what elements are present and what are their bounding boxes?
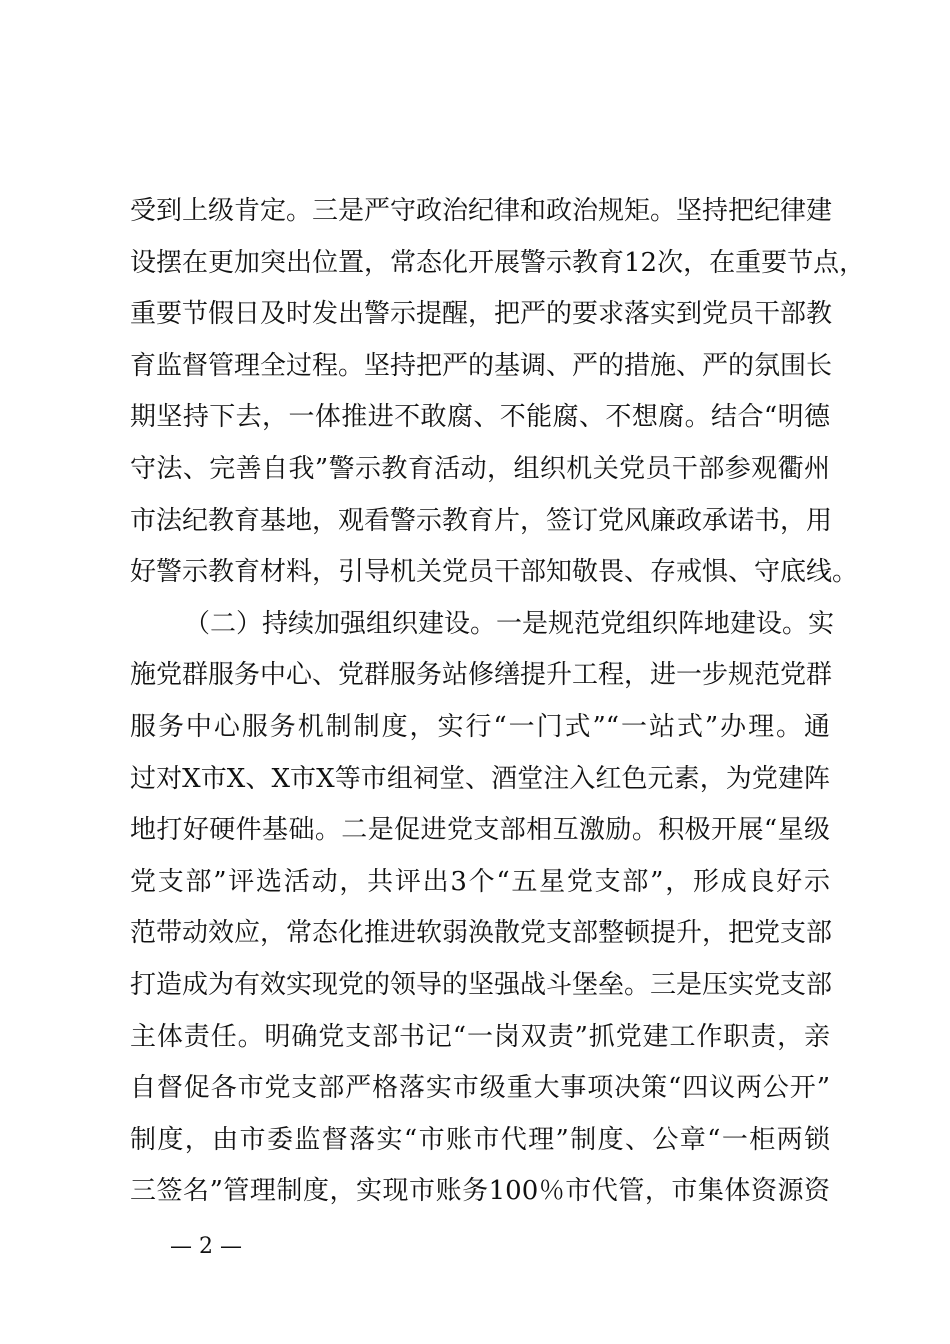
text-line-13: 地打好硬件基础。二是促进党支部相互激励。积极开展“星级 [130, 815, 830, 846]
page-number: — 2 — [170, 1234, 242, 1259]
text-line-15: 范带动效应，常态化推进软弱涣散党支部整顿提升，把党支部 [130, 918, 833, 949]
text-line-8: 好警示教育材料，引导机关党员干部知敬畏、存戒惧、守底线。 [130, 557, 859, 588]
text-line-2: 设摆在更加突出位置，常态化开展警示教育12次，在重要节点， [130, 247, 866, 278]
text-line-16: 打造成为有效实现党的领导的坚强战斗堡垒。三是压实党支部 [130, 969, 833, 1000]
text-line-11: 服务中心服务机制制度，实行“一门式”“一站式”办理。通 [130, 711, 830, 742]
body-text [130, 186, 866, 1218]
text-line-19: 制度，由市委监督落实“市账市代理”制度、公章“一柜两锁 [130, 1124, 830, 1155]
text-line-3: 重要节假日及时发出警示提醒，把严的要求落实到党员干部教 [130, 299, 833, 330]
text-line-1: 受到上级肯定。三是严守政治纪律和政治规矩。坚持把纪律建 [130, 196, 833, 226]
text-line-6: 守法、完善自我”警示教育活动，组织机关党员干部参观衢州 [130, 453, 830, 484]
text-line-18: 自督促各市党支部严格落实市级重大事项决策“四议两公开” [130, 1073, 830, 1104]
text-line-5: 期坚持下去，一体推进不敢腐、不能腐、不想腐。结合“明德 [130, 402, 830, 433]
section-heading-line: （二）持续加强组织建设。一是规范党组织阵地建设。实 [184, 608, 835, 639]
text-line-14: 党支部”评选活动，共评出3个“五星党支部”，形成良好示 [130, 866, 830, 897]
text-line-17: 主体责任。明确党支部书记“一岗双责”抓党建工作职责，亲 [130, 1021, 830, 1052]
text-line-7: 市法纪教育基地，观看警示教育片，签订党风廉政承诺书，用 [130, 505, 833, 536]
text-line-12: 过对X市X、X市X等市组祠堂、酒堂注入红色元素，为党建阵 [130, 763, 830, 794]
text-line-20: 三签名”管理制度，实现市账务100％市代管，市集体资源资 [130, 1176, 830, 1207]
text-line-4: 育监督管理全过程。坚持把严的基调、严的措施、严的氛围长 [130, 350, 833, 381]
text-line-10: 施党群服务中心、党群服务站修缮提升工程，进一步规范党群 [130, 660, 833, 691]
